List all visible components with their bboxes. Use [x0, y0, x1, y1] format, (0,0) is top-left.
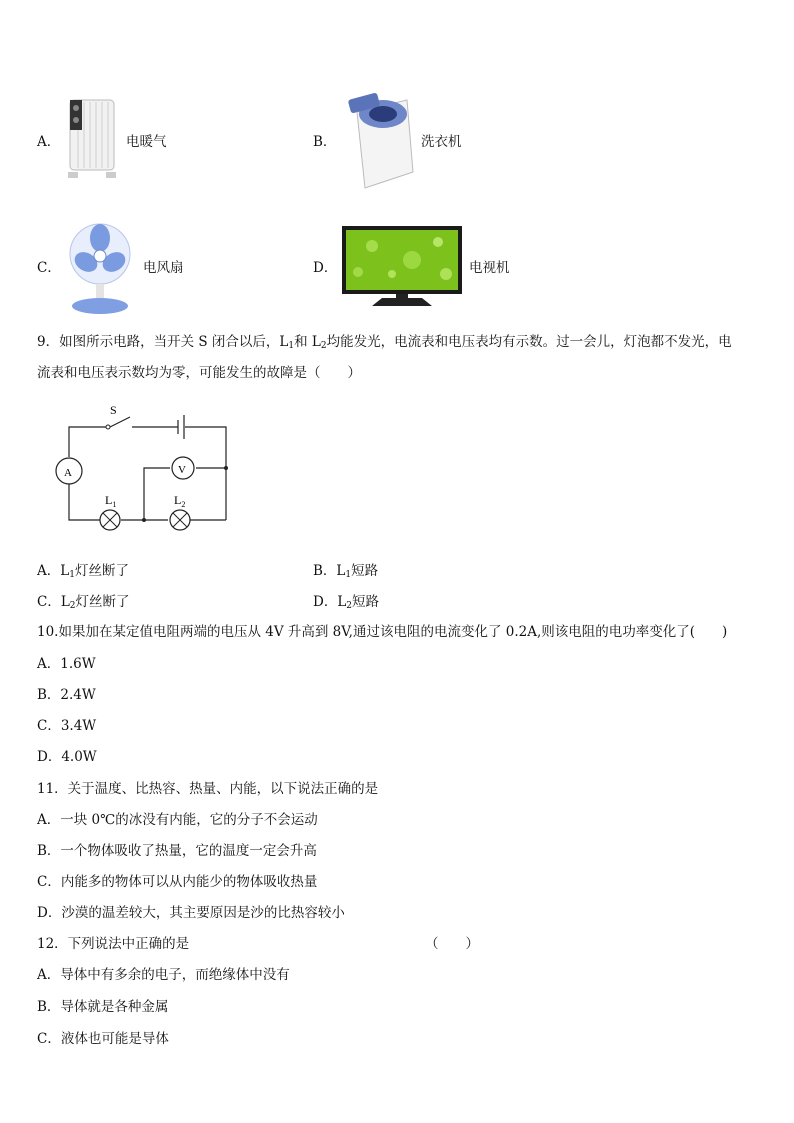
q8-option-c-letter: C．: [37, 260, 61, 276]
q10-option-c: C．3.4W: [37, 718, 97, 734]
q8-option-c-label: 电风扇: [143, 260, 184, 276]
q10-option-b: B．2.4W: [37, 687, 96, 703]
q9-option-d: D．$L_2$短路: [313, 594, 380, 611]
q12-option-c: C．液体也可能是导体: [37, 1031, 169, 1047]
voltmeter-label: V: [178, 464, 186, 476]
q10-option-d: D．4.0W: [37, 749, 97, 765]
q10-option-a: A．1.6W: [37, 656, 96, 672]
q9-option-c: C．$L_2$灯丝断了: [37, 594, 130, 611]
q8-option-d-label: 电视机: [469, 260, 510, 276]
washing-machine-image: [347, 92, 419, 190]
q9-option-b: B．$L_1$短路: [313, 563, 379, 580]
q9-option-a: A．$L_1$灯丝断了: [37, 563, 129, 580]
switch-label: S: [110, 403, 117, 417]
q12-stem: 12．下列说法中正确的是: [37, 936, 190, 952]
q12-option-a: A．导体中有多余的电子，而绝缘体中没有: [37, 967, 290, 983]
q12-option-b: B．导体就是各种金属: [37, 999, 169, 1015]
q12-answer-bracket: （ ）: [425, 936, 479, 952]
circuit-diagram: [50, 400, 240, 532]
q8-option-b-letter: B．: [313, 134, 337, 150]
q11-option-a: A．一块 0℃的冰没有内能，它的分子不会运动: [37, 812, 318, 828]
q8-option-d-letter: D．: [313, 260, 338, 276]
q9-stem-line2: 流表和电压表示数均为零，可能发生的故障是（ ）: [37, 365, 361, 381]
television-image: [342, 226, 462, 308]
q11-option-c: C．内能多的物体可以从内能少的物体吸收热量: [37, 874, 318, 890]
q9-stem-line1: 9．如图所示电路，当开关 S 闭合以后，$L_1$和 $L_2$均能发光，电流表和电压表均有示数。过一会儿，灯泡都不发光，电: [37, 334, 732, 351]
ammeter-label: A: [64, 467, 72, 479]
heater-image: [66, 94, 122, 186]
q11-stem: 11．关于温度、比热容、热量、内能，以下说法正确的是: [37, 781, 379, 797]
q8-option-a-label: 电暖气: [126, 134, 167, 150]
lamp2-label: $L_2$: [174, 493, 186, 509]
q8-option-a-letter: A．: [37, 134, 61, 150]
q11-option-b: B．一个物体吸收了热量，它的温度一定会升高: [37, 843, 317, 859]
q8-option-b-label: 洗衣机: [421, 134, 462, 150]
q11-option-d: D．沙漠的温差较大，其主要原因是沙的比热容较小: [37, 905, 345, 921]
q10-stem: 10.如果加在某定值电阻两端的电压从 4V 升高到 8V,通过该电阻的电流变化了 0.2A,则该电阻的电功率变化了( ): [37, 624, 728, 640]
electric-fan-image: [62, 220, 132, 318]
lamp1-label: $L_1$: [105, 493, 117, 509]
